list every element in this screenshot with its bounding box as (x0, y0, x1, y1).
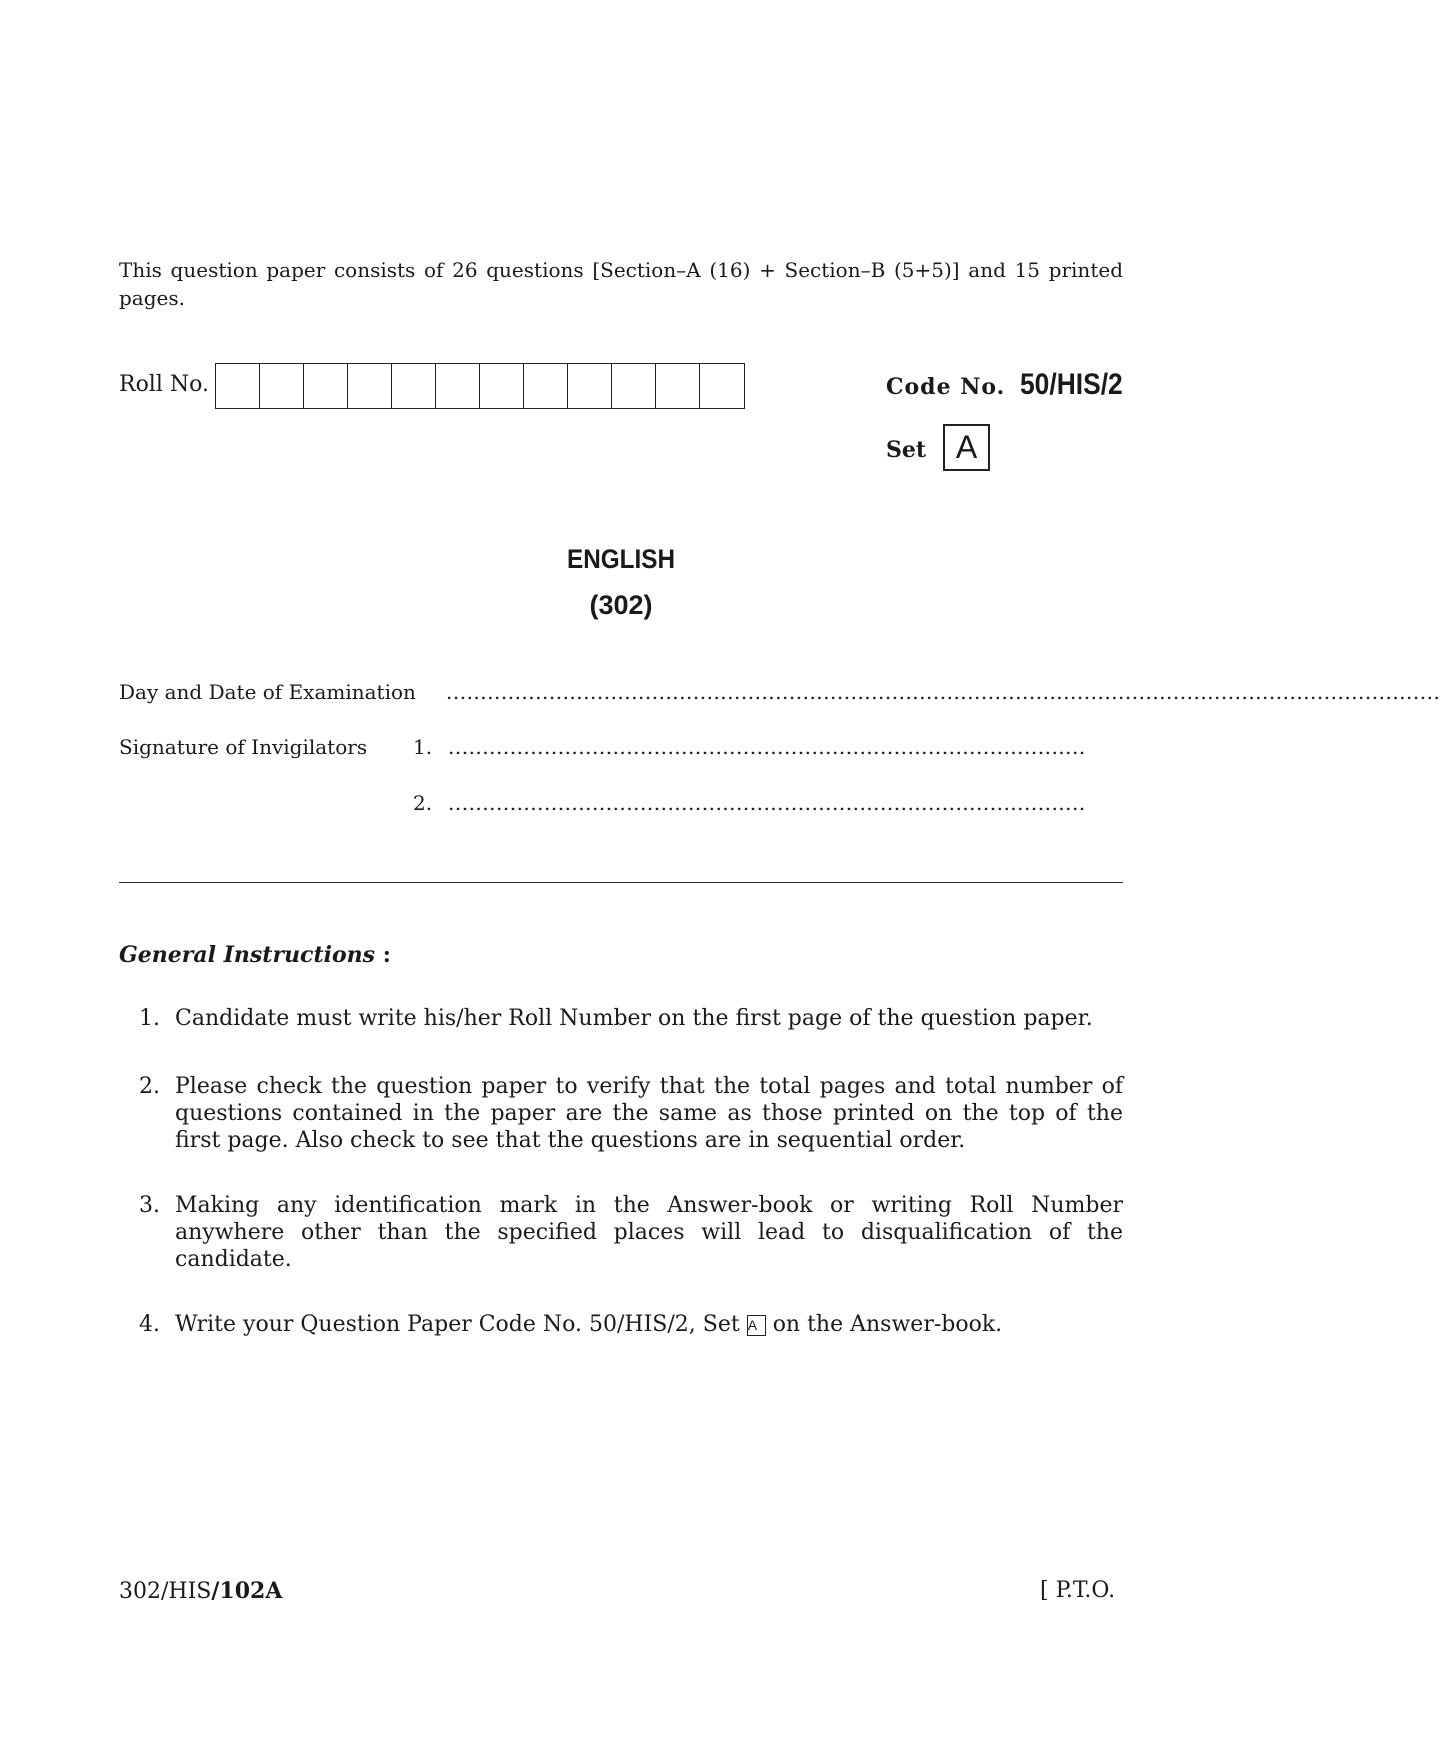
instruction-number: 1. (139, 1006, 160, 1031)
instruction-number: 3. (139, 1193, 160, 1218)
roll-digit-box[interactable] (612, 364, 656, 408)
instruction-item (130, 1073, 1123, 1154)
set-label: Set (886, 437, 927, 463)
instruction-number: 4. (139, 1312, 160, 1337)
instruction-item (130, 1311, 1123, 1338)
day-date-label: Day and Date of Examination (119, 680, 416, 704)
instruction-text-after: on the Answer-book. (772, 1312, 1003, 1337)
roll-number-boxes[interactable] (215, 363, 745, 409)
code-number-value: 50/HIS/2 (1020, 368, 1123, 401)
roll-digit-box[interactable] (700, 364, 744, 408)
set-value-box: A (943, 424, 990, 471)
set-inline-box: A (747, 1315, 766, 1336)
general-instructions-heading-text: General Instructions (119, 942, 376, 968)
instruction-text: Candidate must write his/her Roll Number on the first page of the question paper. (175, 1006, 1093, 1031)
instruction-text: Making any identification mark in the Answer-book or writing Roll Number anywhere other than the specified places will lead to disqualification of the candidate. (175, 1193, 1123, 1272)
instruction-text (175, 1311, 1123, 1338)
general-instructions-colon: : (382, 942, 391, 968)
roll-number-label: Roll No. (119, 372, 209, 397)
roll-digit-box[interactable] (260, 364, 304, 408)
roll-digit-box[interactable] (348, 364, 392, 408)
paper-description: This question paper consists of 26 questions [Section–A (16) + Section–B (5+5)] and 15 printed pages. (119, 258, 1123, 310)
signature-2-number: 2. (413, 791, 433, 815)
day-date-input-line[interactable]: ................................................................................................................................................. (446, 680, 1440, 704)
instruction-text: Please check the question paper to verify that the total pages and total number of questions contained in the paper are the same as those printed on the top of the first page. Also check to see that the questions are in sequential order. (175, 1074, 1123, 1153)
roll-digit-box[interactable] (656, 364, 700, 408)
footer-pto: [ P.T.O. (1040, 1578, 1116, 1603)
subject-title: ENGLISH (566, 544, 675, 574)
instruction-item (130, 1005, 1123, 1032)
roll-digit-box[interactable] (524, 364, 568, 408)
footer-code-prefix: 302/HIS (119, 1579, 212, 1604)
signature-1-number: 1. (413, 735, 433, 759)
roll-digit-box[interactable] (480, 364, 524, 408)
instruction-item (130, 1192, 1123, 1273)
instruction-text-before: Write your Question Paper Code No. 50/HIS/2, Set (175, 1312, 740, 1337)
roll-digit-box[interactable] (392, 364, 436, 408)
roll-digit-box[interactable] (304, 364, 348, 408)
footer-code-bold: /102A (211, 1578, 283, 1604)
signature-invigilators-label: Signature of Invigilators (119, 735, 368, 759)
instruction-number: 2. (139, 1074, 160, 1099)
general-instructions-heading (119, 942, 391, 968)
roll-digit-box[interactable] (568, 364, 612, 408)
subject-code: (302) (589, 590, 653, 620)
footer-paper-code (119, 1578, 282, 1604)
divider-line (119, 882, 1123, 883)
signature-1-line[interactable]: ............................................................................................. (448, 735, 1086, 759)
signature-2-line[interactable]: ............................................................................................. (448, 791, 1086, 815)
roll-digit-box[interactable] (216, 364, 260, 408)
roll-digit-box[interactable] (436, 364, 480, 408)
code-number-label: Code No. (886, 374, 1006, 400)
